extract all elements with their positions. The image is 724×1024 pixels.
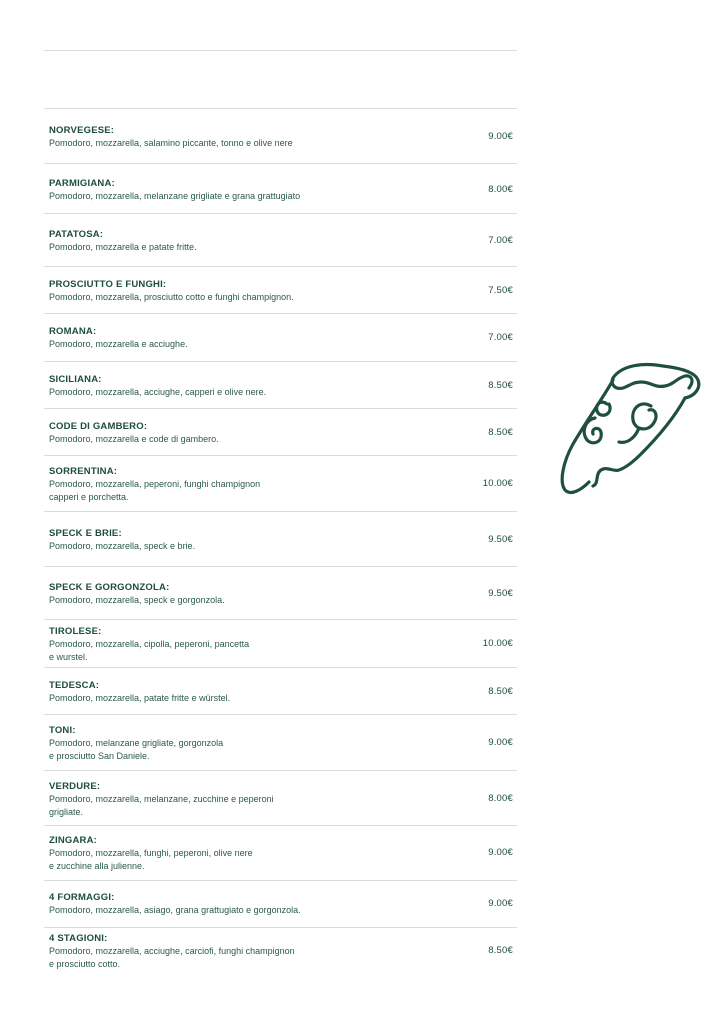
menu-item: [44, 667, 517, 714]
item-price: 8.50€: [488, 945, 513, 956]
item-price: 9.00€: [488, 131, 513, 142]
item-description: Pomodoro, mozzarella, asiago, grana grattugiato e gorgonzola.: [49, 905, 301, 915]
item-price: 10.00€: [482, 478, 513, 489]
item-name: PATATOSA:: [49, 229, 104, 240]
menu-item: [44, 619, 517, 667]
item-price: 9.50€: [488, 588, 513, 599]
item-price: 8.50€: [488, 380, 513, 391]
item-name: 4 FORMAGGI:: [49, 892, 115, 903]
item-description: Pomodoro, mozzarella, patate fritte e würstel.: [49, 693, 231, 703]
item-description: Pomodoro, mozzarella e acciughe.: [49, 339, 188, 349]
top-divider: [44, 50, 517, 51]
menu-item: [44, 313, 517, 361]
item-name: SPECK E BRIE:: [49, 528, 122, 539]
item-description: Pomodoro, mozzarella e patate fritte.: [49, 242, 197, 252]
item-price: 9.00€: [488, 737, 513, 748]
item-name: PARMIGIANA:: [49, 178, 115, 189]
pizza-slice-icon: [555, 358, 705, 498]
item-name: CODE DI GAMBERO:: [49, 421, 148, 432]
item-name: ZINGARA:: [49, 835, 98, 846]
item-price: 10.00€: [482, 638, 513, 649]
item-name: SICILIANA:: [49, 374, 102, 385]
item-description: Pomodoro, mozzarella, melanzane grigliate e grana grattugiato: [49, 191, 301, 201]
item-name: SORRENTINA:: [49, 466, 118, 477]
item-description: Pomodoro, mozzarella, salamino piccante, tonno e olive nere: [49, 138, 293, 148]
menu-item: [44, 770, 517, 825]
item-price: 8.50€: [488, 427, 513, 438]
menu-item: [44, 714, 517, 770]
item-description: Pomodoro, mozzarella, speck e brie.: [49, 541, 196, 551]
item-name: TIROLESE:: [49, 626, 102, 637]
menu-item: [44, 511, 517, 566]
item-price: 9.50€: [488, 534, 513, 545]
item-price: 9.00€: [488, 898, 513, 909]
menu-item: [44, 408, 517, 455]
menu-item: [44, 163, 517, 213]
menu-item: [44, 108, 517, 163]
item-name: VERDURE:: [49, 781, 101, 792]
item-name: 4 STAGIONI:: [49, 933, 108, 944]
menu-item: [44, 825, 517, 880]
menu-item: [44, 361, 517, 408]
item-description: Pomodoro, mozzarella, speck e gorgonzola.: [49, 595, 225, 605]
item-description: Pomodoro, melanzane grigliate, gorgonzola e prosciutto San Daniele.: [49, 738, 224, 761]
item-description: Pomodoro, mozzarella, melanzane, zucchine e peperoni grigliate.: [49, 794, 274, 817]
item-price: 9.00€: [488, 847, 513, 858]
item-description: Pomodoro, mozzarella, acciughe, carciofi, funghi champignon e prosciutto cotto.: [49, 946, 295, 969]
item-price: 8.00€: [488, 184, 513, 195]
item-price: 7.00€: [488, 235, 513, 246]
item-description: Pomodoro, mozzarella, funghi, peperoni, olive nere e zucchine alla julienne.: [49, 848, 253, 871]
item-name: TONI:: [49, 725, 76, 736]
item-name: ROMANA:: [49, 326, 97, 337]
item-description: Pomodoro, mozzarella, acciughe, capperi e olive nere.: [49, 387, 267, 397]
menu-item: [44, 266, 517, 313]
menu-item: [44, 566, 517, 619]
item-name: PROSCIUTTO E FUNGHI:: [49, 279, 167, 290]
item-name: SPECK E GORGONZOLA:: [49, 582, 170, 593]
item-price: 7.00€: [488, 332, 513, 343]
menu-item: [44, 880, 517, 927]
item-price: 7.50€: [488, 285, 513, 296]
menu-item: [44, 213, 517, 266]
item-description: Pomodoro, mozzarella, peperoni, funghi champignon capperi e porchetta.: [49, 479, 261, 502]
item-price: 8.50€: [488, 686, 513, 697]
item-description: Pomodoro, mozzarella, prosciutto cotto e funghi champignon.: [49, 292, 294, 302]
item-name: NORVEGESE:: [49, 125, 115, 136]
menu-item: [44, 455, 517, 511]
menu-item: [44, 927, 517, 977]
item-description: Pomodoro, mozzarella, cipolla, peperoni, pancetta e wurstel.: [49, 639, 250, 662]
item-price: 8.00€: [488, 793, 513, 804]
item-name: TEDESCA:: [49, 680, 100, 691]
pizza-menu-list: [44, 108, 517, 977]
item-description: Pomodoro, mozzarella e code di gambero.: [49, 434, 219, 444]
